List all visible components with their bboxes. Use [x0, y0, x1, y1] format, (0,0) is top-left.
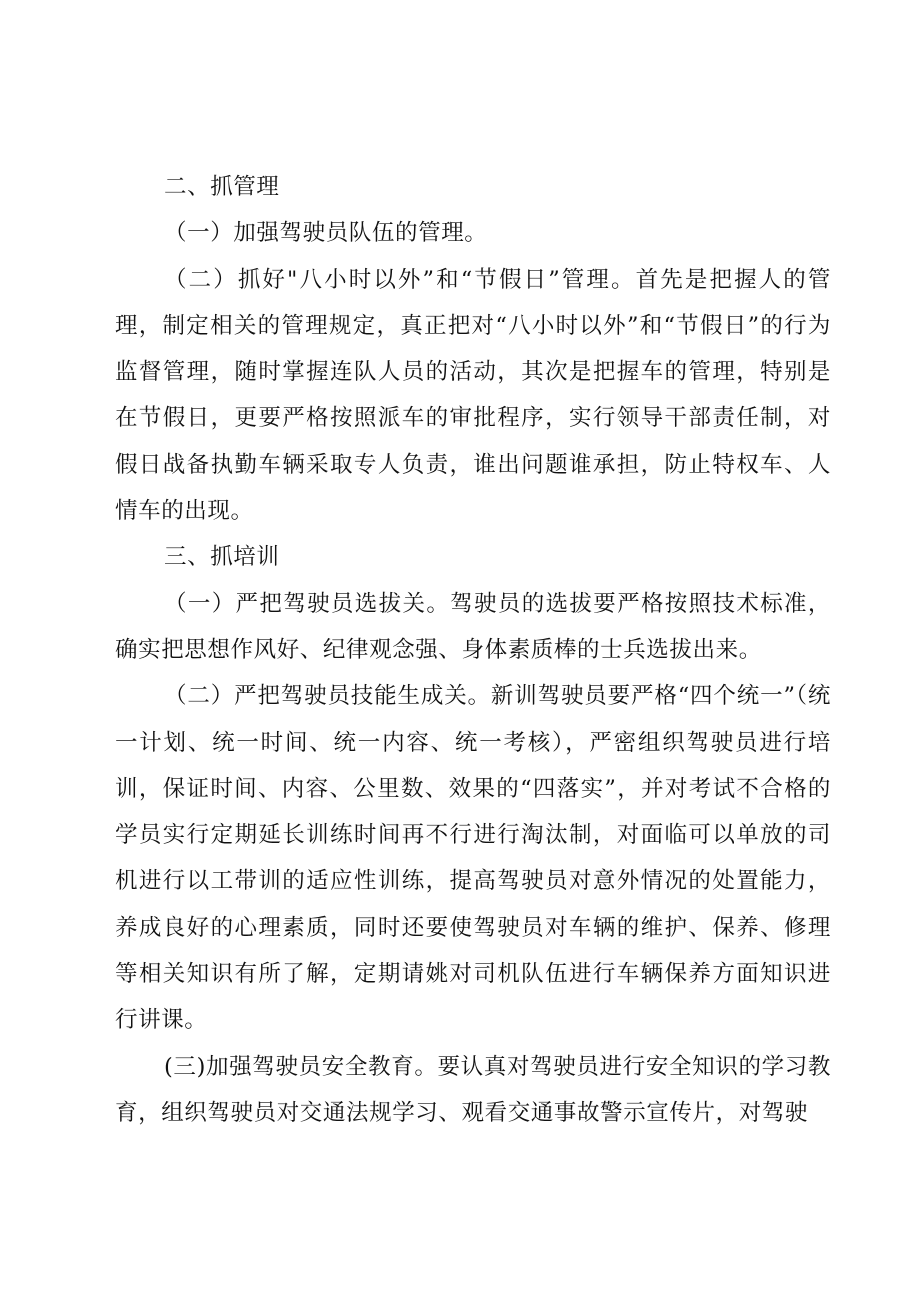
paragraph-driver-team-management: （一）加强驾驶员队伍的管理。 [164, 220, 488, 247]
paragraph-safety-education: (三)加强驾驶员安全教育。要认真对驾驶员进行安全知识的学习教育，组织驾驶员对交通法规学习、观看交通事故警示宣传片，对驾驶 [115, 1053, 831, 1126]
section-heading-training: 三、抓培训 [164, 544, 280, 571]
paragraph-off-hours-holiday-management: （二）抓好"八小时以外”和“节假日”管理。首先是把握人的管理，制定相关的管理规定，真正把对“八小时以外”和“节假日”的行为监督管理，随时掌握连队人员的活动，其次是把握车的管理，特别是在节假日，更要严格按照派车的审批程序，实行领导干部责任制，对假日战备执勤车辆采取专人负责，谁出问题谁承担，防止特权车、人情车的出现。 [115, 266, 831, 525]
section-heading-management: 二、抓管理 [164, 174, 280, 200]
paragraph-driver-skills: （二）严把驾驶员技能生成关。新训驾驶员要严格“四个统一”（统一计划、统一时间、统一内容、统一考核），严密组织驾驶员进行培训，保证时间、内容、公里数、效果的“四落实”，并对考试不合格的学员实行定期延长训练时间再不行进行淘汰制，对面临可以单放的司机进行以工带训的适应性训练，提高驾驶员对意外情况的处置能力，养成良好的心理素质，同时还要使驾驶员对车辆的维护、保养、修理等相关知识有所了解，定期请姚对司机队伍进行车辆保养方面知识进行讲课。 [115, 683, 831, 1034]
paragraph-driver-selection: （一）严把驾驶员选拔关。驾驶员的选拔要严格按照技术标准，确实把思想作风好、纪律观念强、身体素质棒的士兵选拔出来。 [115, 590, 831, 663]
document-body [115, 164, 831, 1136]
